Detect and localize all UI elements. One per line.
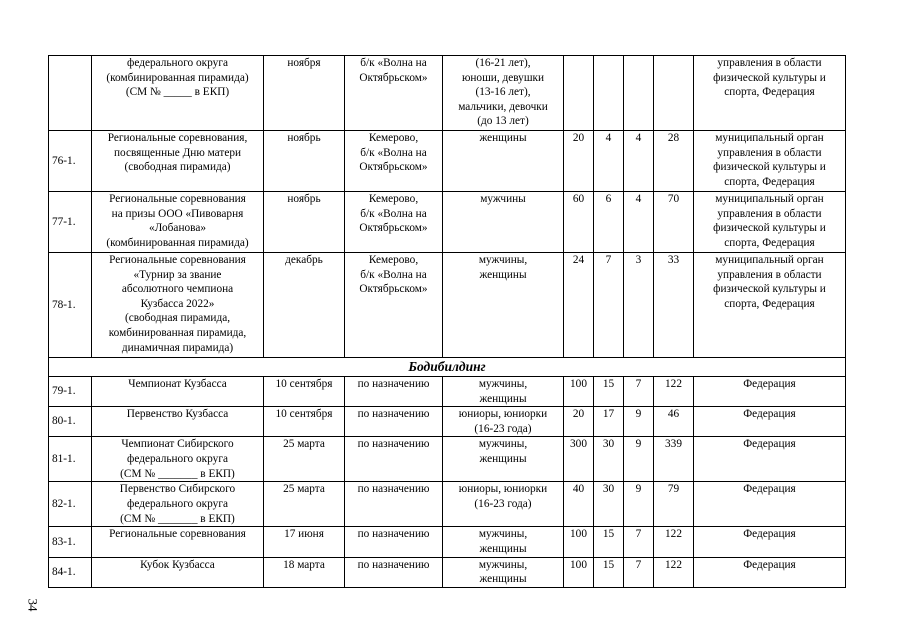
table-row [49, 557, 846, 587]
organizer: Федерация [694, 527, 846, 557]
count-total: 122 [654, 377, 694, 407]
count-judges [624, 56, 654, 131]
event-place: по назначению [345, 437, 443, 482]
count-coaches [594, 56, 624, 131]
count-total [654, 56, 694, 131]
event-date: 17 июня [264, 527, 345, 557]
organizer: управления в области физической культуры и спорта, Федерация [694, 56, 846, 131]
count-athletes: 40 [564, 482, 594, 527]
count-athletes [564, 56, 594, 131]
count-total: 28 [654, 131, 694, 192]
organizer: Федерация [694, 377, 846, 407]
event-date: ноябрь [264, 131, 345, 192]
event-participants: мужчины, женщины [443, 253, 564, 358]
count-judges: 4 [624, 131, 654, 192]
count-athletes: 100 [564, 557, 594, 587]
event-place: по назначению [345, 557, 443, 587]
table-row [49, 377, 846, 407]
count-total: 122 [654, 557, 694, 587]
event-place: по назначению [345, 377, 443, 407]
row-number: 80-1. [49, 407, 92, 437]
count-coaches: 15 [594, 527, 624, 557]
event-date: 10 сентября [264, 377, 345, 407]
event-participants: юниоры, юниорки (16-23 года) [443, 482, 564, 527]
row-number: 77-1. [49, 192, 92, 253]
event-place: б/к «Волна на Октябрьском» [345, 56, 443, 131]
row-number: 83-1. [49, 527, 92, 557]
organizer: Федерация [694, 557, 846, 587]
event-date: 25 марта [264, 437, 345, 482]
event-participants: мужчины, женщины [443, 527, 564, 557]
count-athletes: 20 [564, 407, 594, 437]
row-number: 78-1. [49, 253, 92, 358]
organizer: Федерация [694, 437, 846, 482]
event-date: декабрь [264, 253, 345, 358]
event-participants: юниоры, юниорки (16-23 года) [443, 407, 564, 437]
event-place: Кемерово, б/к «Волна на Октябрьском» [345, 131, 443, 192]
row-number [49, 56, 92, 131]
event-place: по назначению [345, 527, 443, 557]
organizer: муниципальный орган управления в области физической культуры и спорта, Федерация [694, 253, 846, 358]
event-date: 18 марта [264, 557, 345, 587]
count-judges: 4 [624, 192, 654, 253]
organizer: Федерация [694, 482, 846, 527]
count-coaches: 30 [594, 437, 624, 482]
page-number: 34 [25, 598, 41, 612]
count-judges: 7 [624, 527, 654, 557]
count-coaches: 4 [594, 131, 624, 192]
count-judges: 3 [624, 253, 654, 358]
count-total: 46 [654, 407, 694, 437]
count-total: 339 [654, 437, 694, 482]
count-judges: 9 [624, 407, 654, 437]
count-total: 33 [654, 253, 694, 358]
count-judges: 7 [624, 377, 654, 407]
event-name: Региональные соревнования на призы ООО «Пивоварня «Лобанова» (комбинированная пирамида) [92, 192, 264, 253]
event-place: по назначению [345, 482, 443, 527]
event-participants: мужчины, женщины [443, 377, 564, 407]
table-row [49, 56, 846, 131]
row-number: 82-1. [49, 482, 92, 527]
table-row [49, 437, 846, 482]
count-coaches: 15 [594, 557, 624, 587]
event-name: Региональные соревнования [92, 527, 264, 557]
count-athletes: 300 [564, 437, 594, 482]
count-athletes: 24 [564, 253, 594, 358]
count-coaches: 7 [594, 253, 624, 358]
count-total: 79 [654, 482, 694, 527]
event-participants: мужчины, женщины [443, 557, 564, 587]
row-number: 79-1. [49, 377, 92, 407]
row-number: 81-1. [49, 437, 92, 482]
row-number: 76-1. [49, 131, 92, 192]
event-name: Кубок Кузбасса [92, 557, 264, 587]
table-row [49, 482, 846, 527]
section-row [49, 358, 846, 377]
event-name: Чемпионат Кузбасса [92, 377, 264, 407]
events-table [48, 55, 846, 588]
count-coaches: 6 [594, 192, 624, 253]
table-row [49, 253, 846, 358]
event-participants: женщины [443, 131, 564, 192]
count-athletes: 20 [564, 131, 594, 192]
count-athletes: 100 [564, 377, 594, 407]
event-name: Первенство Кузбасса [92, 407, 264, 437]
event-place: Кемерово, б/к «Волна на Октябрьском» [345, 192, 443, 253]
event-participants: (16-21 лет), юноши, девушки (13-16 лет), мальчики, девочки (до 13 лет) [443, 56, 564, 131]
organizer: муниципальный орган управления в области физической культуры и спорта, Федерация [694, 131, 846, 192]
count-coaches: 30 [594, 482, 624, 527]
event-participants: мужчины [443, 192, 564, 253]
count-judges: 9 [624, 482, 654, 527]
table-row [49, 407, 846, 437]
event-place: по назначению [345, 407, 443, 437]
count-coaches: 17 [594, 407, 624, 437]
event-participants: мужчины, женщины [443, 437, 564, 482]
event-name: Чемпионат Сибирского федерального округа (СМ № _______ в ЕКП) [92, 437, 264, 482]
count-judges: 9 [624, 437, 654, 482]
count-total: 122 [654, 527, 694, 557]
event-name: Региональные соревнования, посвященные Дню матери (свободная пирамида) [92, 131, 264, 192]
event-name: Региональные соревнования «Турнир за звание абсолютного чемпиона Кузбасса 2022» (свободная пирамида, комбинированная пирамида, динамичная пирамида) [92, 253, 264, 358]
count-judges: 7 [624, 557, 654, 587]
event-date: 25 марта [264, 482, 345, 527]
count-athletes: 60 [564, 192, 594, 253]
event-date: 10 сентября [264, 407, 345, 437]
organizer: Федерация [694, 407, 846, 437]
organizer: муниципальный орган управления в области физической культуры и спорта, Федерация [694, 192, 846, 253]
count-coaches: 15 [594, 377, 624, 407]
event-name: федерального округа (комбинированная пирамида) (СМ № _____ в ЕКП) [92, 56, 264, 131]
count-total: 70 [654, 192, 694, 253]
table-row [49, 131, 846, 192]
row-number: 84-1. [49, 557, 92, 587]
event-date: ноября [264, 56, 345, 131]
event-name: Первенство Сибирского федерального округа (СМ № _______ в ЕКП) [92, 482, 264, 527]
table-row [49, 527, 846, 557]
event-date: ноябрь [264, 192, 345, 253]
event-place: Кемерово, б/к «Волна на Октябрьском» [345, 253, 443, 358]
count-athletes: 100 [564, 527, 594, 557]
section-title: Бодибилдинг [49, 358, 846, 377]
table-row [49, 192, 846, 253]
